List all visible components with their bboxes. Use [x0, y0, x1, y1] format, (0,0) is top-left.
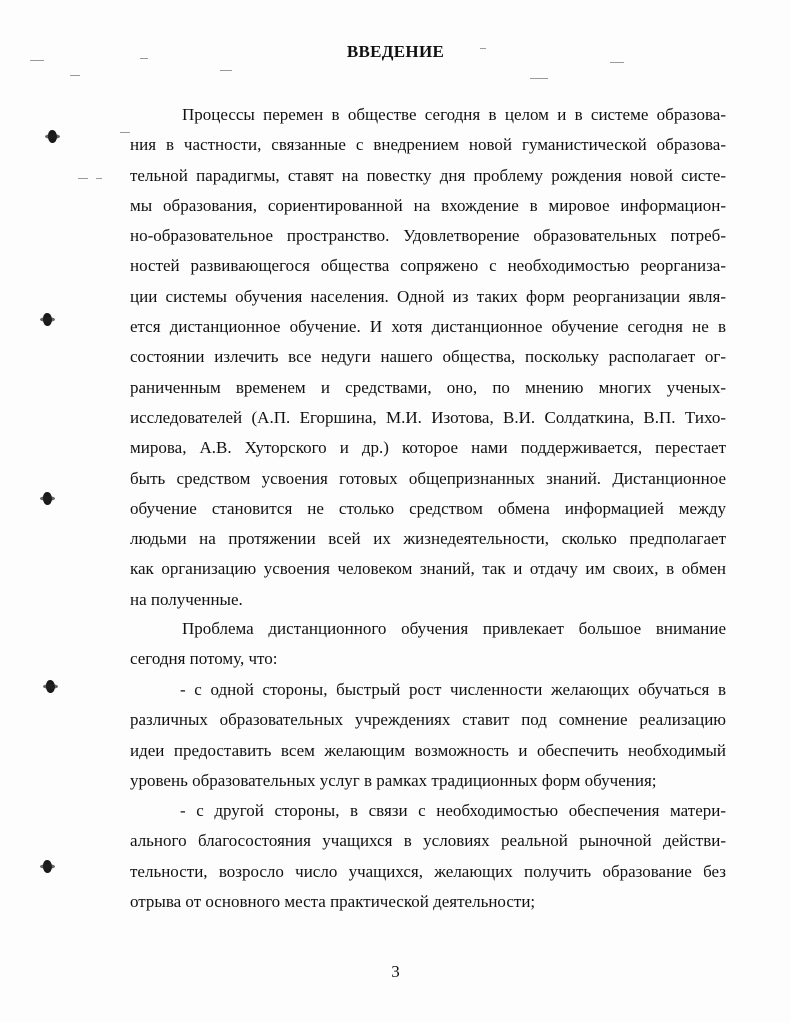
text-line: отрыва от основного места практической деятельности;	[130, 891, 536, 911]
text-line: идеи предоставить всем желающим возможность и обеспечить необходимый	[130, 740, 726, 760]
text-line: людьми на протяжении всей их жизнедеятельности, сколько предполагает	[130, 529, 726, 549]
text-line: - с другой стороны, в связи с необходимостью обеспечения матери-	[180, 801, 726, 820]
text-line: но-образовательное пространство. Удовлетворение образовательных потреб-	[130, 226, 726, 246]
page-title: ВВЕДЕНИЕ	[346, 42, 445, 61]
text-line: ции системы обучения населения. Одной из таких форм реорганизации явля-	[130, 286, 726, 306]
scan-speck	[220, 70, 232, 71]
scan-speck	[120, 132, 130, 133]
paragraph-problem	[130, 614, 726, 675]
scan-speck	[610, 62, 624, 63]
punch-hole	[46, 680, 55, 693]
scan-speck	[78, 178, 88, 179]
punch-hole	[48, 130, 57, 143]
text-line: раниченным временем и средствами, оно, по мнению многих ученых-	[130, 377, 726, 397]
page-number: 3	[391, 962, 400, 981]
text-line: тельной парадигмы, ставят на повестку дня проблему рождения новой систе-	[130, 165, 726, 185]
punch-hole	[43, 313, 52, 326]
text-line: мы образования, сориентированной на вхождение в мировое информацион-	[130, 195, 726, 215]
text-line: ностей развивающегося общества сопряжено с необходимостью реорганиза-	[130, 256, 726, 276]
text-line: - с одной стороны, быстрый рост численности желающих обучаться в	[180, 680, 726, 699]
text-line: Процессы перемен в обществе сегодня в целом и в системе образова-	[182, 105, 726, 124]
text-line: мирова, А.В. Хуторского и др.) которое нами поддерживается, перестает	[130, 438, 726, 458]
scan-speck	[96, 178, 102, 179]
scan-speck	[530, 78, 548, 79]
text-line: обучение становится не столько средством обмена информацией между	[130, 498, 726, 518]
punch-hole	[43, 860, 52, 873]
punch-hole	[43, 492, 52, 505]
list-item-second	[130, 796, 726, 917]
text-line: исследователей (А.П. Егоршина, М.И. Изотова, В.И. Солдаткина, В.П. Тихо-	[130, 407, 726, 427]
text-line: быть средством усвоения готовых общепризнанных знаний. Дистанционное	[130, 468, 726, 488]
text-line: как организацию усвоения человеком знаний, так и отдачу им своих, в обмен	[130, 559, 726, 579]
scan-speck	[70, 75, 80, 76]
text-line: Проблема дистанционного обучения привлекает большое внимание	[182, 619, 726, 638]
text-line: состоянии излечить все недуги нашего общества, поскольку располагает ог-	[130, 347, 726, 367]
text-line: уровень образовательных услуг в рамках традиционных форм обучения;	[130, 770, 657, 790]
list-item-first	[130, 675, 726, 796]
text-line: ального благосостояния учащихся в условиях реальной рыночной действи-	[130, 831, 726, 851]
paragraph-intro	[130, 100, 726, 615]
text-line: сегодня потому, что:	[130, 649, 278, 669]
text-line: на полученные.	[130, 589, 243, 609]
text-line: ется дистанционное обучение. И хотя дистанционное обучение сегодня не в	[130, 317, 726, 337]
text-line: различных образовательных учреждениях ставит под сомнение реализацию	[130, 710, 726, 730]
text-line: тельности, возросло число учащихся, желающих получить образование без	[130, 861, 726, 881]
text-line: ния в частности, связанные с внедрением новой гуманистической образова-	[130, 135, 726, 155]
